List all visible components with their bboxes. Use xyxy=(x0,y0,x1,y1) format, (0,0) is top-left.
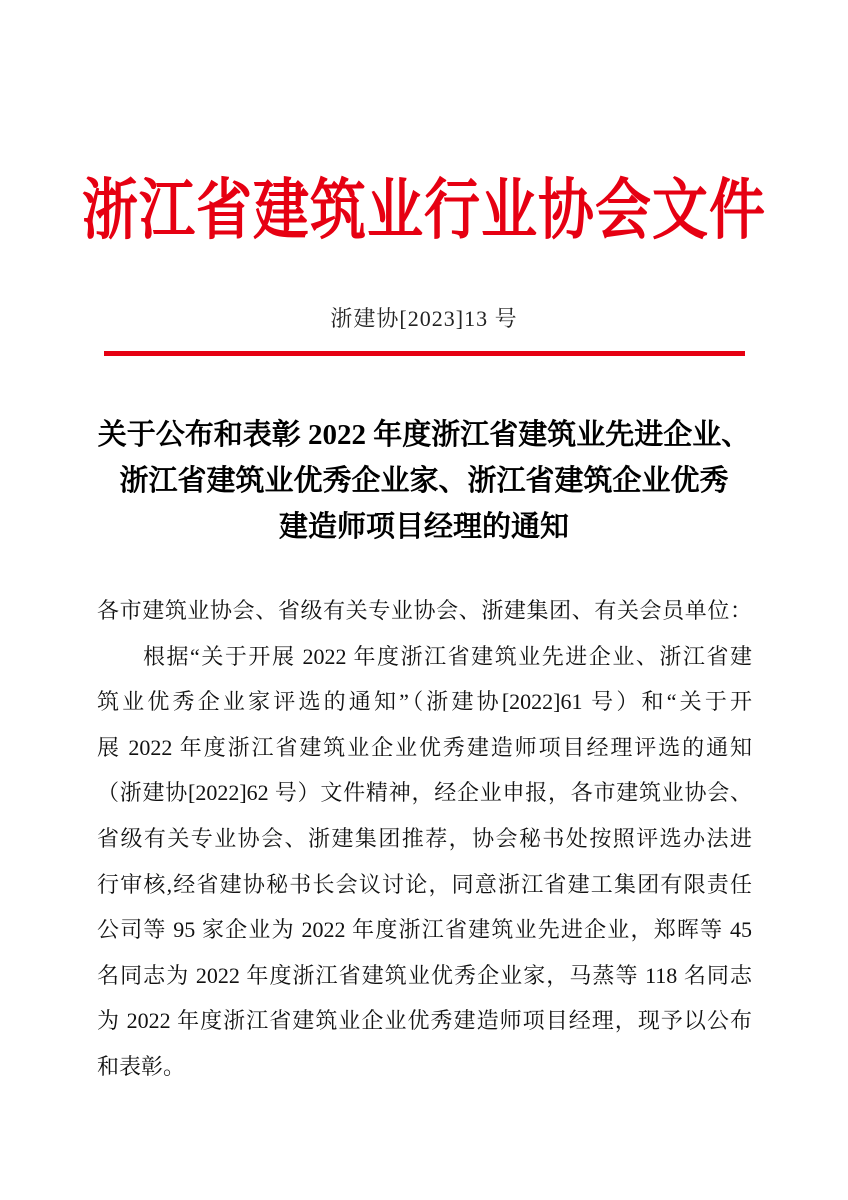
notice-title-line: 关于公布和表彰 2022 年度浙江省建筑业先进企业、 xyxy=(97,419,751,451)
notice-title xyxy=(60,412,788,550)
body-line: 根据“关于开展 2022 年度浙江省建筑业先进企业、浙江省建 xyxy=(143,643,752,669)
body-line: 省级有关专业协会、浙建集团推荐，协会秘书处按照评选办法进 xyxy=(97,825,752,851)
body-line: 行审核,经省建协秘书长会议讨论，同意浙江省建工集团有限责任 xyxy=(97,871,752,897)
body-line: 展 2022 年度浙江省建筑业企业优秀建造师项目经理评选的通知 xyxy=(97,734,752,760)
doc-number: 浙建协[2023]13 号 xyxy=(330,306,518,331)
body-line: （浙建协[2022]62 号）文件精神，经企业申报，各市建筑业协会、 xyxy=(97,780,752,806)
notice-title-line: 浙江省建筑业优秀企业家、浙江省建筑企业优秀 xyxy=(119,465,729,497)
body-line: 公司等 95 家企业为 2022 年度浙江省建筑业先进企业，郑晖等 45 xyxy=(97,917,752,943)
body-line: 筑业优秀企业家评选的通知”（浙建协[2022]61 号）和“关于开 xyxy=(97,689,752,715)
red-separator-rule xyxy=(104,351,745,356)
notice-body xyxy=(97,588,752,1090)
body-line: 为 2022 年度浙江省建筑业企业优秀建造师项目经理，现予以公布 xyxy=(97,1008,752,1034)
notice-title-line: 建造师项目经理的通知 xyxy=(278,511,569,543)
salutation-line: 各市建筑业协会、省级有关专业协会、浙建集团、有关会员单位： xyxy=(97,598,752,623)
body-line: 名同志为 2022 年度浙江省建筑业优秀企业家，马蒸等 118 名同志 xyxy=(97,962,752,988)
body-line: 和表彰。 xyxy=(97,1053,186,1079)
org-header-title: 浙江省建筑业行业协会文件 xyxy=(82,174,766,248)
